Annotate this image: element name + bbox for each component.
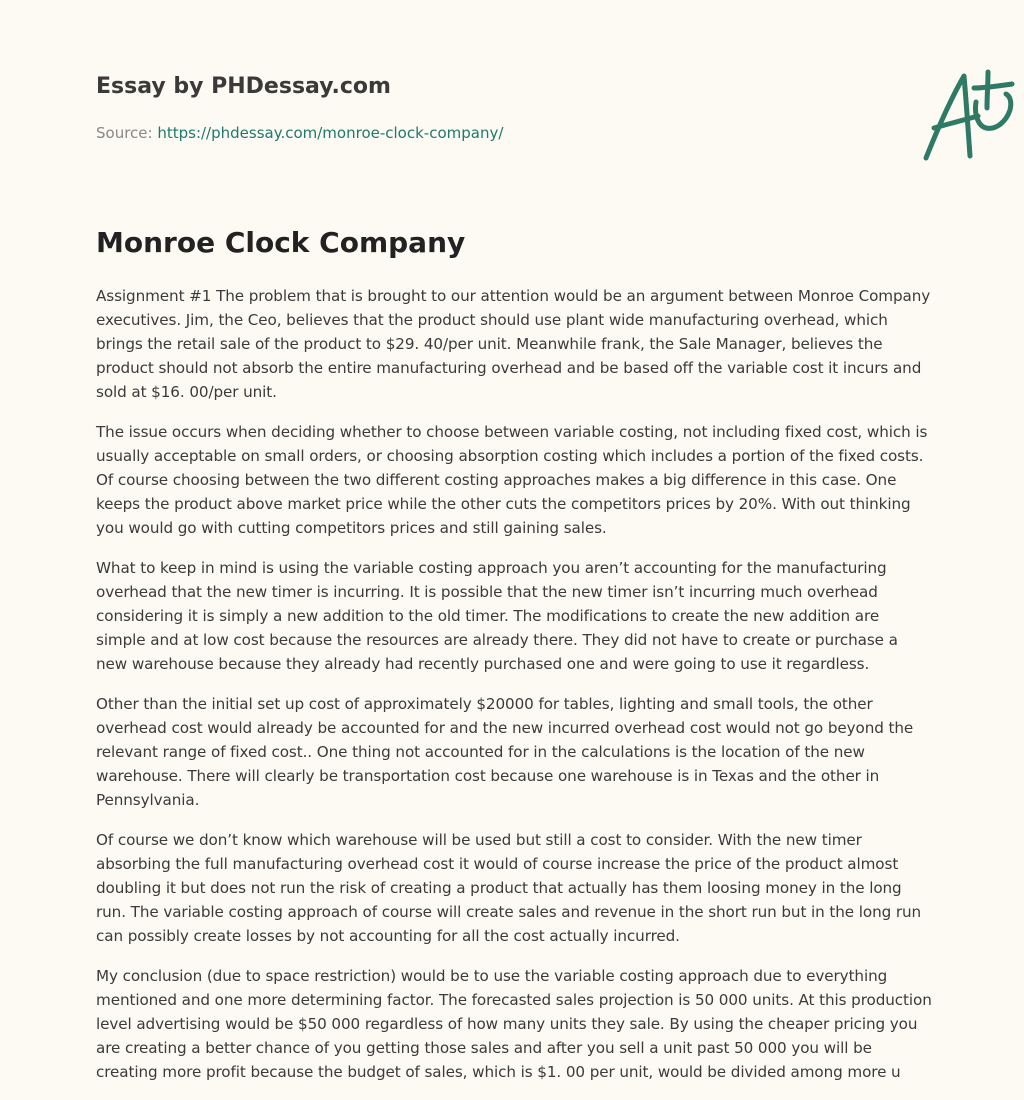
essay-paragraph: Other than the initial set up cost of approximately $20000 for tables, lighting and small tools, the other overhead cost would already be accounted for and the new incurred overhead cost would not go beyond the relevant range of fixed cost.. One thing not accounted for in the calculations is the location of the new warehouse. There will clearly be transportation cost because one warehouse is in Texas and the other in Pennsylvania. xyxy=(96,695,914,809)
essay-paragraph: Of course we don’t know which warehouse will be used but still a cost to consider. With the new timer absorbing the full manufacturing overhead cost it would of course increase the price of the product almost doubling it but does not run the risk of creating a product that actually has them loosing money in the long run. The variable costing approach of course will create sales and revenue in the short run but in the long run can possibly create losses by not accounting for all the cost actually incurred. xyxy=(96,831,922,945)
essay-paragraph: What to keep in mind is using the variable costing approach you aren’t accounting for the manufacturing overhead that the new timer is incurring. It is possible that the new timer isn’t incurring much overhead considering it is simply a new addition to the old timer. The modifications to create the new addition are simple and at low cost because the resources are already there. They did not have to create or purchase a new warehouse because they already had recently purchased one and were going to use it regardless. xyxy=(96,559,898,673)
essay-title: Monroe Clock Company xyxy=(96,226,466,259)
a-plus-logo-icon xyxy=(920,68,1024,164)
source-line xyxy=(96,124,503,142)
source-label: Source: xyxy=(96,124,158,142)
source-link[interactable]: https://phdessay.com/monroe-clock-company/ xyxy=(157,124,504,142)
essay-paragraph: The issue occurs when deciding whether to choose between variable costing, not including fixed cost, which is usually acceptable on small orders, or choosing absorption costing which includes a portion of the fixed costs. Of course choosing between the two different costing approaches makes a big difference in this case. One keeps the product above market price while the other cuts the competitors prices by 20%. With out thinking you would go with cutting competitors prices and still gaining sales. xyxy=(96,423,928,537)
site-brand: Essay by PHDessay.com xyxy=(96,74,391,99)
essay-paragraph: Assignment #1 The problem that is brought to our attention would be an argument between Monroe Company executives. Jim, the Ceo, believes that the product should use plant wide manufacturing overhead, which brings the retail sale of the product to $29. 40/per unit. Meanwhile frank, the Sale Manager, believes the product should not absorb the entire manufacturing overhead and be based off the variable cost it incurs and sold at $16. 00/per unit. xyxy=(96,287,931,401)
essay-paragraph: My conclusion (due to space restriction) would be to use the variable costing approach due to everything mentioned and one more determining factor. The forecasted sales projection is 50 000 units. At this production level advertising would be $50 000 regardless of how many units they sale. By using the cheaper pricing you are creating a better chance of you getting those sales and after you sell a unit past 50 000 you will be creating more profit because the budget of sales, which is $1. 00 per unit, would be divided among more u xyxy=(96,967,932,1081)
essay-body xyxy=(96,284,932,1100)
